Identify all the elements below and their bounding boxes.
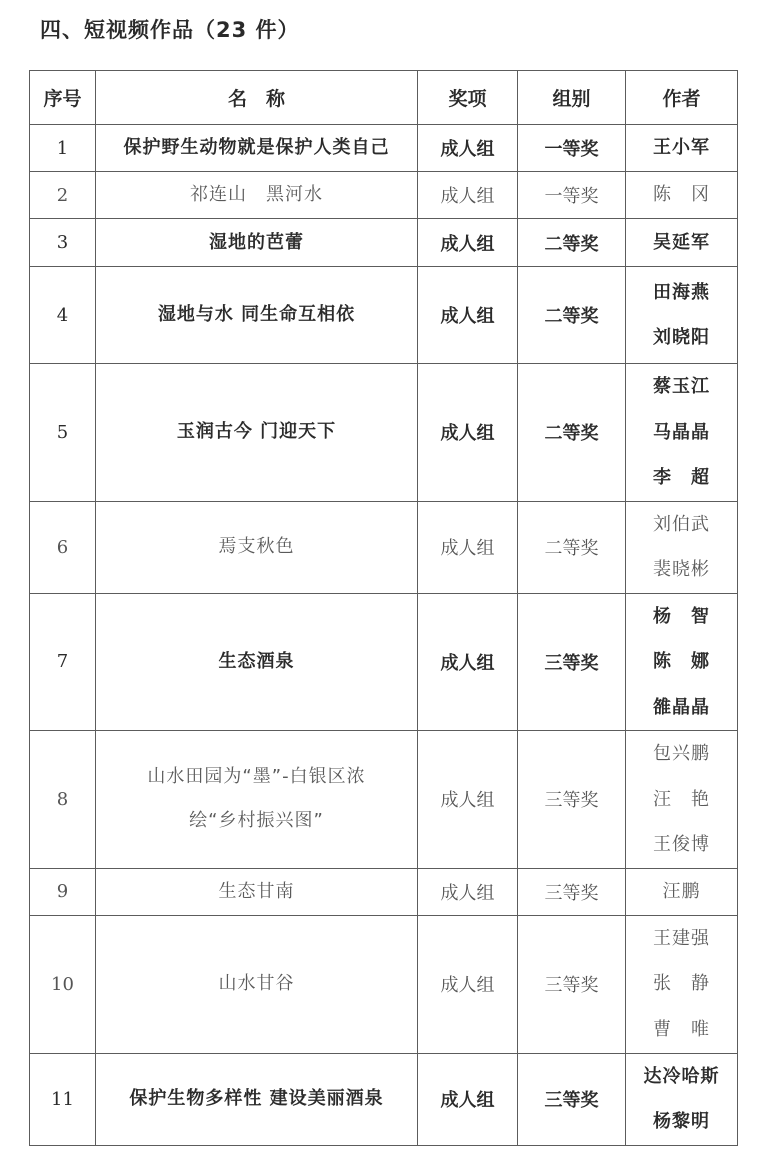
table-row: [30, 1053, 738, 1145]
row-number: 2: [30, 172, 96, 219]
author-name: 雒晶晶: [653, 696, 710, 718]
row-number: 6: [30, 501, 96, 593]
work-title-line: 山水田园为“墨”-白银区浓: [147, 766, 366, 788]
table-row: [30, 125, 738, 172]
work-title: 保护生物多样性 建设美丽酒泉: [96, 1053, 418, 1145]
table-row: [30, 219, 738, 267]
author-name: 汪鹏: [662, 880, 701, 902]
author-name: 杨黎明: [653, 1111, 710, 1132]
author-cell: [626, 915, 738, 1053]
author-cell: [626, 125, 738, 172]
table-row: [30, 731, 738, 869]
table-row: [30, 172, 738, 219]
award-rank: 三等奖: [518, 731, 626, 869]
author-name: 杨 智: [653, 605, 710, 627]
section-title: 四、短视频作品（23 件）: [40, 18, 300, 42]
header-title: 名 称: [96, 71, 418, 125]
work-title: 山水甘谷: [96, 915, 418, 1053]
award-category: 成人组: [418, 172, 518, 219]
row-number: 9: [30, 868, 96, 915]
award-rank: 二等奖: [518, 219, 626, 267]
award-rank: 三等奖: [518, 868, 626, 915]
header-group: 组别: [518, 71, 626, 125]
author-name: 张 静: [653, 973, 710, 995]
award-rank: 二等奖: [518, 501, 626, 593]
work-title: [96, 731, 418, 869]
row-number: 7: [30, 593, 96, 731]
award-category: 成人组: [418, 125, 518, 172]
author-name: 田海燕: [653, 281, 710, 303]
award-rank: 三等奖: [518, 1053, 626, 1145]
award-category: 成人组: [418, 501, 518, 593]
table-row: [30, 915, 738, 1053]
row-number: 8: [30, 731, 96, 869]
author-cell: [626, 1053, 738, 1145]
award-category: 成人组: [418, 1053, 518, 1145]
table-header-row: [30, 71, 738, 125]
work-title: 生态甘南: [96, 868, 418, 915]
header-author: 作者: [626, 71, 738, 125]
author-name: 蔡玉江: [653, 376, 710, 397]
row-number: 1: [30, 125, 96, 172]
header-no: 序号: [30, 71, 96, 125]
award-category: 成人组: [418, 593, 518, 731]
author-cell: [626, 267, 738, 364]
row-number: 5: [30, 364, 96, 502]
award-rank: 一等奖: [518, 125, 626, 172]
award-category: 成人组: [418, 868, 518, 915]
author-cell: [626, 219, 738, 267]
header-award: 奖项: [418, 71, 518, 125]
award-category: 成人组: [418, 219, 518, 267]
award-category: 成人组: [418, 267, 518, 364]
work-title: 祁连山 黑河水: [96, 172, 418, 219]
work-title: 湿地与水 同生命互相依: [96, 267, 418, 364]
work-title-line: 绘“乡村振兴图”: [189, 810, 324, 832]
author-name: 陈 娜: [653, 651, 710, 672]
work-title: 玉润古今 门迎天下: [96, 364, 418, 502]
author-name: 王建强: [653, 927, 710, 949]
author-name: 包兴鹏: [653, 743, 710, 764]
table-row: [30, 267, 738, 364]
award-category: 成人组: [418, 915, 518, 1053]
author-name: 王俊博: [653, 834, 710, 855]
award-rank: 一等奖: [518, 172, 626, 219]
author-name: 李 超: [653, 467, 710, 488]
author-name: 王小军: [653, 137, 710, 159]
work-title: 焉支秋色: [96, 501, 418, 593]
award-rank: 三等奖: [518, 915, 626, 1053]
author-cell: [626, 868, 738, 915]
author-name: 刘晓阳: [653, 327, 710, 348]
author-name: 裴晓彬: [653, 559, 710, 580]
author-cell: [626, 731, 738, 869]
row-number: 10: [30, 915, 96, 1053]
author-cell: [626, 172, 738, 219]
author-name: 曹 唯: [653, 1018, 710, 1040]
author-name: 刘伯武: [653, 513, 710, 535]
award-category: 成人组: [418, 364, 518, 502]
author-name: 马晶晶: [653, 421, 710, 443]
author-name: 吴延军: [653, 231, 710, 253]
row-number: 11: [30, 1053, 96, 1145]
work-title: 湿地的芭蕾: [96, 219, 418, 267]
work-title: 生态酒泉: [96, 593, 418, 731]
author-name: 汪 艳: [653, 788, 710, 810]
award-rank: 三等奖: [518, 593, 626, 731]
awards-table: [29, 70, 738, 1146]
table-row: [30, 364, 738, 502]
author-cell: [626, 364, 738, 502]
author-name: 达冷哈斯: [643, 1065, 720, 1087]
award-rank: 二等奖: [518, 267, 626, 364]
table-row: [30, 868, 738, 915]
award-rank: 二等奖: [518, 364, 626, 502]
row-number: 4: [30, 267, 96, 364]
work-title: 保护野生动物就是保护人类自己: [96, 125, 418, 172]
author-cell: [626, 593, 738, 731]
author-cell: [626, 501, 738, 593]
award-category: 成人组: [418, 731, 518, 869]
author-name: 陈 冈: [653, 184, 710, 206]
table-row: [30, 593, 738, 731]
table-row: [30, 501, 738, 593]
row-number: 3: [30, 219, 96, 267]
